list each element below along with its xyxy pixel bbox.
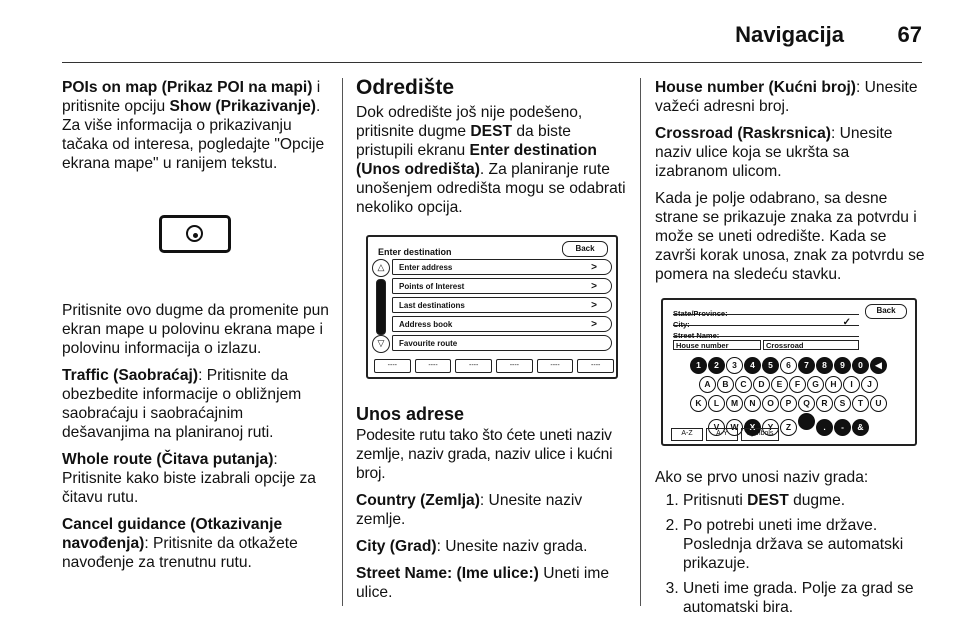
state-field: State/Province: (673, 304, 859, 315)
destination-menu-item-label: Enter address (399, 263, 453, 272)
keyboard-key: 9 (834, 357, 851, 374)
keyboard-key: C (735, 376, 752, 393)
step-1 (683, 491, 925, 510)
page-number: 67 (897, 22, 922, 47)
whole-route-text: : Pritisnite kako biste izabrali opcije za čitavu rutu. (62, 451, 316, 506)
compass-dot-icon (193, 233, 198, 238)
keyboard-key: G (807, 376, 824, 393)
city-paragraph (356, 537, 626, 556)
street-field: Street Name: (673, 326, 859, 337)
chevron-right-icon: > (591, 300, 597, 311)
destination-menu-item-label: Favourite route (399, 339, 458, 348)
keyboard-key: S (834, 395, 851, 412)
keyboard-key: Y (762, 419, 779, 436)
keyboard-key: I (843, 376, 860, 393)
keyboard-key: B (717, 376, 734, 393)
keyboard-row-letters-1 (663, 375, 915, 394)
keyboard-key: & (852, 419, 869, 436)
keyboard-row-letters-2 (663, 394, 915, 413)
step-1-text-2: dugme. (788, 492, 846, 509)
keyboard-key: Q (798, 395, 815, 412)
destination-menu-item (392, 278, 612, 294)
keyboard-key: 1 (690, 357, 707, 374)
keyboard-key: V (708, 419, 725, 436)
tab-symbols: Symbols (741, 428, 779, 441)
keyboard-back-button: Back (865, 304, 907, 319)
intro-dest: DEST (470, 123, 513, 140)
cancel-text: : Pritisnite da otkažete navođenje za trenutnu rutu. (62, 535, 298, 571)
street-paragraph (356, 564, 626, 602)
step-3: 3. Uneti ime grada. Polje za grad se automatski bira. (683, 579, 925, 617)
header-title: Navigacija (735, 22, 844, 47)
street-text: Uneti ime ulice. (356, 565, 610, 601)
column-1 (62, 78, 330, 580)
house-number-field: House number (673, 340, 761, 350)
crossroad-paragraph (655, 124, 925, 181)
keyboard-key: 7 (798, 357, 815, 374)
destination-menu-item-label: Address book (399, 320, 453, 329)
chevron-right-icon: > (591, 319, 597, 330)
keyboard-key: H (825, 376, 842, 393)
chevron-right-icon: > (591, 281, 597, 292)
whole-route-term: Whole route (Čitava putanja) (62, 451, 274, 468)
keyboard-key: W (726, 419, 743, 436)
house-term: House number (Kućni broj) (655, 79, 856, 96)
enter-destination-screen (366, 235, 618, 379)
column-divider-1 (342, 78, 343, 606)
keyboard-key: 2 (708, 357, 725, 374)
destination-menu (392, 259, 612, 354)
scroll-up-icon: △ (372, 259, 390, 277)
address-fields (673, 304, 859, 338)
city-field-label: City: (673, 320, 690, 329)
keyboard-key: M (726, 395, 743, 412)
cancel-term: Cancel guidance (Otkazivanje navođenja) (62, 516, 283, 552)
bottom-slot: ---- (577, 359, 614, 373)
keyboard-key: N (744, 395, 761, 412)
map-switch-button-illustration (137, 185, 255, 283)
street-term: Street Name: (Ime ulice:) (356, 565, 539, 582)
keyboard-tabs (671, 428, 779, 441)
pois-text-1: i pritisnite opciju (62, 79, 321, 115)
intro-paragraph (356, 103, 626, 217)
address-keyboard-screen (661, 298, 917, 446)
keyboard-key: Z (780, 419, 797, 436)
sub-heading: Unos adrese (356, 404, 465, 424)
intro-screen: Enter destination (Unos odredišta) (356, 142, 597, 178)
city-text: : Unesite naziv grada. (436, 538, 588, 555)
scroll-down-icon: ▽ (372, 335, 390, 353)
steps-list (655, 491, 925, 617)
map-switch-button (159, 215, 231, 253)
keyboard-key: F (789, 376, 806, 393)
keyboard-key: T (852, 395, 869, 412)
keyboard-key: 6 (780, 357, 797, 374)
destination-menu-item (392, 259, 612, 275)
sub-paragraph: Podesite rutu tako što ćete uneti naziv zemlje, naziv grada, naziv ulice i kućni broj. (356, 427, 613, 482)
step-2: 2. Po potrebi uneti ime države. Poslednja država se automatski prikazuje. (683, 516, 925, 573)
page-header (62, 8, 922, 58)
pois-term: POIs on map (Prikaz POI na mapi) (62, 79, 313, 96)
keyboard-key: ◀ (870, 357, 887, 374)
keyboard-key: D (753, 376, 770, 393)
destination-menu-item-label: Points of Interest (399, 282, 465, 291)
pois-text-2: . Za više informacija o prikazivanju tačaka od interesa, pogledajte "Opcije ekrana mape" u ranijem tekstu. (62, 98, 325, 172)
step-1-text: Pritisnuti (683, 492, 748, 509)
pois-paragraph (62, 78, 330, 173)
keyboard-key: J (861, 376, 878, 393)
house-paragraph (655, 78, 925, 116)
country-paragraph (356, 491, 626, 529)
intro-text-3: . Za planiranje rute unošenjem odredišta mogu se odabrati nekoliko opcija. (356, 161, 626, 216)
keyboard-key: 3 (726, 357, 743, 374)
intro-text-1: Dok odredište još nije podešeno, pritisnite dugme (356, 104, 583, 140)
keyboard-key: . (816, 419, 833, 436)
bottom-slot: ---- (415, 359, 452, 373)
column-3 (655, 78, 925, 623)
traffic-paragraph (62, 366, 330, 442)
column-divider-2 (640, 78, 641, 606)
bottom-slot: ---- (537, 359, 574, 373)
keyboard-key: O (762, 395, 779, 412)
keyboard-key: 8 (816, 357, 833, 374)
whole-route-paragraph (62, 450, 330, 507)
bottom-slot: ---- (374, 359, 411, 373)
step-1-dest: DEST (747, 492, 789, 509)
country-term: Country (Zemlja) (356, 492, 480, 509)
screen-bottom-bar (374, 359, 614, 373)
traffic-text: : Pritisnite da obezbedite informacije o obližnjem saobraćaju i saobraćajnim dešavanjima na planiranoj ruti. (62, 367, 302, 441)
checkmark-icon: ✓ (842, 317, 851, 328)
screen-back-button: Back (562, 241, 608, 257)
traffic-term: Traffic (Saobraćaj) (62, 367, 199, 384)
field-select-paragraph: Kada je polje odabrano, sa desne strane se prikazuje znaka za potvrdu i može se uneti odredište. Kada se završi korak unosa, znak za potvrdu se pomera na sledeću stavku. (655, 190, 925, 283)
city-field (673, 315, 859, 329)
switch-paragraph: Pritisnite ovo dugme da promenite pun ekran mape u polovinu ekrana mape i polovinu informacija o izlazu. (62, 302, 329, 357)
bottom-slot: ---- (496, 359, 533, 373)
city-term: City (Grad) (356, 538, 437, 555)
destination-menu-item-label: Last destinations (399, 301, 465, 310)
destination-menu-item (392, 316, 612, 332)
intro-text-2: da biste pristupili ekranu (356, 123, 571, 159)
screen-title: Enter destination (378, 247, 452, 257)
country-text: : Unesite naziv zemlje. (356, 492, 583, 528)
keyboard-key (798, 413, 815, 430)
destination-menu-item (392, 297, 612, 313)
keyboard-key: R (816, 395, 833, 412)
section-heading: Odredište (356, 76, 455, 99)
keyboard-key: E (771, 376, 788, 393)
keyboard-key: 5 (762, 357, 779, 374)
keyboard-key: L (708, 395, 725, 412)
chevron-right-icon: > (591, 262, 597, 273)
list-intro: Ako se prvo unosi naziv grada: (655, 469, 869, 486)
scrollbar (376, 279, 386, 335)
keyboard-key: A (699, 376, 716, 393)
destination-menu-item (392, 335, 612, 351)
pois-option: Show (Prikazivanje) (169, 98, 316, 115)
crossroad-term: Crossroad (Raskrsnica) (655, 125, 831, 142)
bottom-slot: ---- (455, 359, 492, 373)
cancel-paragraph (62, 515, 330, 572)
crossroad-text: : Unesite naziv ulice koja se ukršta sa izabranom ulicom. (655, 125, 893, 180)
crossroad-field: Crossroad (763, 340, 859, 350)
keyboard-key: X (744, 419, 761, 436)
keyboard-key: K (690, 395, 707, 412)
keyboard-key: P (780, 395, 797, 412)
header-rule (62, 62, 922, 63)
keyboard-key: 4 (744, 357, 761, 374)
keyboard-key: - (834, 419, 851, 436)
column-2 (356, 78, 626, 610)
tab-a-z: A-Z (671, 428, 703, 441)
keyboard-key: U (870, 395, 887, 412)
keyboard-row-digits (663, 356, 915, 375)
tab-accented: Á-Ÿ (706, 428, 738, 441)
house-text: : Unesite važeći adresni broj. (655, 79, 918, 115)
keyboard-key: 0 (852, 357, 869, 374)
